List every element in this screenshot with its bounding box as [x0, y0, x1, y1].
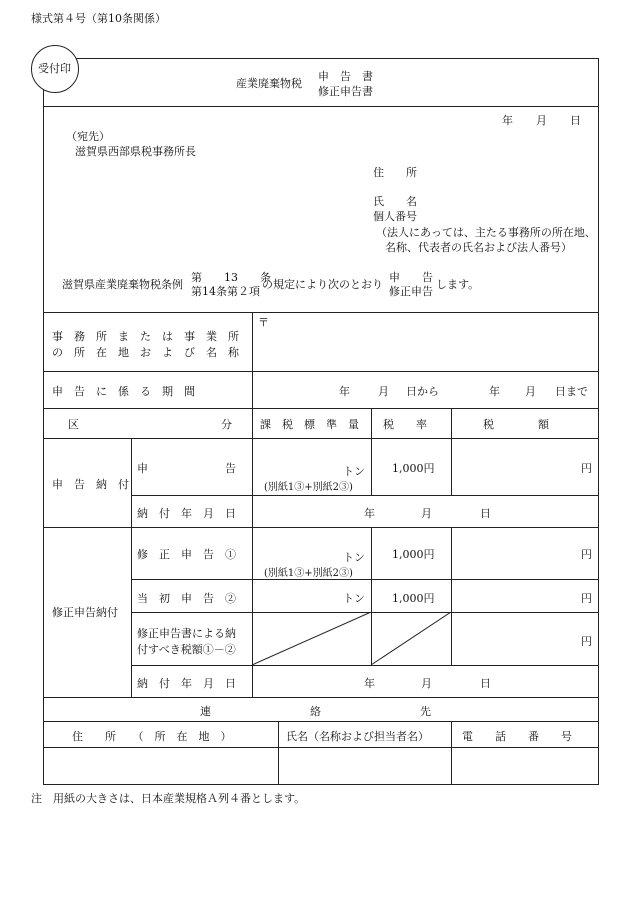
amended-row3-label-1: 修正申告書による納	[137, 627, 236, 640]
period-month2: 月	[525, 385, 536, 398]
amended-group-label: 修正申告納付	[52, 606, 118, 619]
divider-amend	[43, 697, 599, 698]
amended-row2-label: 当 初 申 告 ②	[137, 592, 236, 605]
postal-mark: 〒	[258, 316, 269, 329]
statement-article1: 第 13 条	[191, 271, 271, 284]
declaration-row1-label: 申 告	[137, 462, 236, 475]
vline-base-1	[371, 408, 372, 495]
declaration-row1-note: (別紙1③+別紙2③)	[264, 482, 353, 493]
corporation-note-1: （法人にあっては、主たる事務所の所在地、	[376, 226, 596, 239]
header-tax-rate: 税 率	[383, 418, 427, 431]
period-month1: 月	[378, 385, 389, 398]
divider-contact-title	[43, 721, 599, 722]
declaration-row2-year: 年	[364, 507, 375, 520]
vline-rate-1	[451, 408, 452, 495]
statement-ordinance: 滋賀県産業廃棄物税条例	[62, 278, 183, 291]
amended-row3-label-2: 付すべき税額①－②	[137, 643, 236, 656]
addressee-prefix: （宛先）	[66, 130, 110, 143]
statement-middle: の規定により次のとおり	[262, 278, 383, 291]
amended-row1-note: (別紙1③+別紙2③)	[264, 568, 353, 579]
declaration-group-label: 申 告 納 付	[52, 478, 129, 491]
divider-office	[43, 371, 599, 372]
amended-row1-amount-unit: 円	[581, 548, 592, 561]
divider-decl-row1	[131, 495, 599, 496]
divider-period	[43, 408, 599, 409]
amended-row3-amount-unit: 円	[581, 635, 592, 648]
amended-row1-unit: トン	[343, 551, 365, 564]
declaration-row2-month: 月	[421, 507, 432, 520]
addressee-name: 滋賀県西部県税事務所長	[75, 145, 196, 158]
declaration-row1-rate: 1,000円	[392, 462, 435, 475]
header-kubun-left: 区	[68, 418, 79, 431]
period-year2: 年	[489, 385, 500, 398]
amended-row2-rate: 1,000円	[392, 592, 435, 605]
period-to: 日まで	[555, 385, 588, 398]
name-label: 氏 名	[373, 195, 417, 208]
date-day: 日	[570, 114, 581, 127]
header-tax-base: 課 税 標 準 量	[260, 418, 359, 431]
statement-type1: 申 告	[389, 271, 433, 284]
header-tax-amount: 税 額	[483, 418, 549, 431]
office-label-1: 事 務 所 ま た は 事 業 所	[52, 330, 239, 343]
divider-decl	[43, 527, 599, 528]
title-line2: 修正申告書	[318, 85, 373, 98]
statement-type2: 修正申告	[389, 285, 433, 298]
header-kubun-right: 分	[221, 418, 232, 431]
period-from: 日から	[406, 385, 439, 398]
divider-amend-row1	[131, 579, 599, 580]
declaration-row1-amount-unit: 円	[581, 462, 592, 475]
contact-name-header: 氏名（名称および担当者名）	[286, 730, 429, 743]
vline-group	[131, 438, 132, 697]
divider-title	[43, 106, 599, 107]
date-month: 月	[536, 114, 547, 127]
amended-row2-unit: トン	[343, 592, 365, 605]
form-number: 様式第４号（第10条関係）	[31, 12, 166, 25]
title-line1: 申 告 書	[318, 70, 373, 83]
period-year1: 年	[339, 385, 350, 398]
vline-contact-1	[278, 721, 279, 785]
divider-header	[43, 438, 599, 439]
date-year: 年	[502, 114, 513, 127]
contact-phone-header: 電 話 番 号	[462, 730, 572, 743]
diagonal-strike	[252, 612, 452, 666]
footnote: 注 用紙の大きさは、日本産業規格Ａ列４番とします。	[31, 792, 306, 805]
amended-row4-label: 納 付 年 月 日	[137, 677, 236, 690]
amended-row1-rate: 1,000円	[392, 548, 435, 561]
declaration-row1-unit: トン	[343, 465, 365, 478]
address-label: 住 所	[373, 166, 417, 179]
amended-row2-amount-unit: 円	[581, 592, 592, 605]
divider-applicant	[43, 312, 599, 313]
amended-row4-month: 月	[421, 677, 432, 690]
statement-end: します。	[436, 278, 480, 291]
corporation-note-2: 名称、代表者の氏名および法人番号）	[385, 241, 572, 254]
amended-row4-year: 年	[364, 677, 375, 690]
amended-row1-label: 修 正 申 告 ①	[137, 548, 236, 561]
declaration-row2-day: 日	[480, 507, 491, 520]
divider-contact-header	[43, 747, 599, 748]
declaration-row2-label: 納 付 年 月 日	[137, 507, 236, 520]
office-label-2: の 所 在 地 お よ び 名 称	[52, 346, 239, 359]
period-label: 申 告 に 係 る 期 間	[52, 385, 195, 398]
contact-title: 連 絡 先	[200, 705, 431, 718]
title-tax-name: 産業廃棄物税	[236, 77, 302, 90]
personal-number-label: 個人番号	[373, 210, 417, 223]
statement-article2: 第14条第２項	[191, 285, 260, 298]
amended-row4-day: 日	[480, 677, 491, 690]
contact-address-header: 住 所 （ 所 在 地 ）	[72, 730, 232, 743]
vline-contact-2	[451, 721, 452, 785]
reception-stamp-label: 受付印	[38, 62, 71, 75]
